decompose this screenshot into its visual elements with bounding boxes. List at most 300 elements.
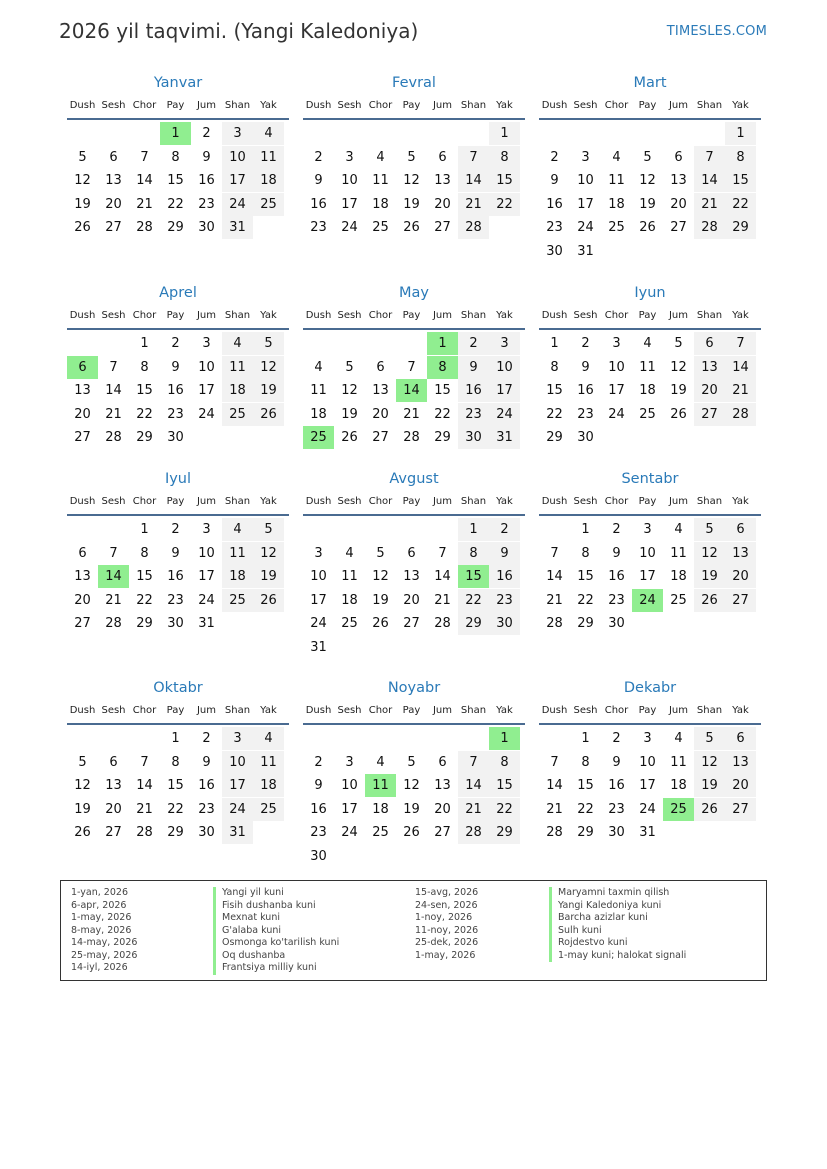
weekday-label: Yak bbox=[496, 310, 513, 321]
empty-cell bbox=[222, 612, 253, 635]
day-cell: 9 bbox=[314, 778, 323, 793]
day-cell: 20 bbox=[372, 406, 389, 422]
day-cell: 22 bbox=[136, 406, 153, 422]
empty-cell bbox=[191, 426, 222, 449]
day-cell: 23 bbox=[608, 801, 625, 817]
day-cell: 5 bbox=[376, 545, 385, 561]
empty-cell bbox=[67, 332, 98, 355]
holiday-day-cell: 24 bbox=[632, 589, 663, 612]
weekend-day-cell: 13 bbox=[725, 751, 756, 774]
day-cell: 19 bbox=[341, 406, 358, 422]
day-cell: 12 bbox=[670, 359, 687, 375]
weekday-label: Sesh bbox=[337, 310, 362, 321]
day-cell: 7 bbox=[109, 545, 118, 561]
day-cell: 29 bbox=[136, 430, 153, 445]
weekend-day-cell: 4 bbox=[222, 518, 253, 541]
weekend-day-cell: 20 bbox=[694, 379, 725, 402]
week-row bbox=[303, 518, 525, 542]
weekend-day-cell: 12 bbox=[694, 542, 725, 565]
day-cell: 6 bbox=[109, 149, 118, 165]
weekend-day-cell: 23 bbox=[458, 403, 489, 426]
week-row bbox=[539, 403, 761, 427]
day-cell: 28 bbox=[105, 616, 122, 631]
weekend-day-cell: 6 bbox=[694, 332, 725, 355]
weekday-label: Jum bbox=[668, 100, 689, 111]
weekend-day-cell: 7 bbox=[725, 332, 756, 355]
empty-cell bbox=[396, 845, 427, 868]
weekend-day-cell: 4 bbox=[222, 332, 253, 355]
weekday-label: Shan bbox=[460, 496, 487, 507]
day-cell: 18 bbox=[670, 778, 687, 793]
day-cell: 12 bbox=[341, 383, 358, 398]
day-cell: 6 bbox=[376, 359, 385, 375]
day-cell: 17 bbox=[198, 383, 215, 398]
weekend-day-cell: 8 bbox=[458, 542, 489, 565]
day-cell: 23 bbox=[198, 196, 215, 212]
day-cell: 18 bbox=[372, 196, 389, 212]
week-row bbox=[539, 798, 761, 822]
day-cell: 10 bbox=[577, 173, 594, 188]
day-cell: 9 bbox=[612, 754, 621, 770]
weekday-label: Pay bbox=[402, 100, 421, 111]
week-row bbox=[303, 774, 525, 798]
day-cell: 30 bbox=[546, 243, 563, 259]
month-title: Dekabr bbox=[623, 680, 677, 696]
day-cell: 12 bbox=[639, 173, 656, 188]
week-row bbox=[303, 589, 525, 613]
day-cell: 8 bbox=[140, 359, 149, 375]
empty-cell bbox=[396, 727, 427, 750]
day-cell: 19 bbox=[403, 196, 420, 212]
day-cell: 23 bbox=[198, 801, 215, 817]
weekend-day-cell: 16 bbox=[458, 379, 489, 402]
weekday-label: Dush bbox=[541, 705, 568, 716]
empty-cell bbox=[98, 518, 129, 541]
day-cell: 10 bbox=[198, 545, 215, 561]
day-cell: 4 bbox=[345, 545, 354, 561]
day-cell: 2 bbox=[612, 522, 621, 537]
day-cell: 19 bbox=[403, 801, 420, 817]
weekday-label: Pay bbox=[166, 496, 185, 507]
holiday-day-cell: 11 bbox=[365, 774, 396, 797]
weekend-day-cell: 26 bbox=[694, 589, 725, 612]
day-cell: 3 bbox=[314, 545, 323, 561]
day-cell: 1 bbox=[581, 522, 590, 537]
day-cell: 1 bbox=[171, 731, 180, 746]
weekday-label: Chor bbox=[132, 705, 157, 716]
day-cell: 4 bbox=[612, 149, 621, 165]
weekend-day-cell: 3 bbox=[489, 332, 520, 355]
weekday-label: Shan bbox=[224, 100, 251, 111]
weekend-day-cell: 30 bbox=[458, 426, 489, 449]
day-cell: 3 bbox=[643, 731, 652, 746]
day-cell: 26 bbox=[74, 220, 91, 235]
day-cell: 14 bbox=[136, 173, 153, 188]
weekend-day-cell: 21 bbox=[458, 193, 489, 216]
day-cell: 26 bbox=[74, 825, 91, 840]
weekday-label: Jum bbox=[196, 705, 217, 716]
day-cell: 16 bbox=[198, 778, 215, 793]
day-cell: 30 bbox=[577, 430, 594, 445]
empty-cell bbox=[365, 122, 396, 145]
day-cell: 14 bbox=[546, 569, 563, 584]
weekend-day-cell: 8 bbox=[489, 146, 520, 169]
empty-cell bbox=[334, 122, 365, 145]
day-cell: 16 bbox=[546, 196, 563, 212]
weekday-label: Yak bbox=[732, 705, 749, 716]
week-row bbox=[67, 798, 289, 822]
weekday-label: Yak bbox=[260, 310, 277, 321]
weekend-day-cell: 31 bbox=[222, 821, 253, 844]
legend-dates-1 bbox=[71, 887, 137, 975]
day-cell: 5 bbox=[78, 149, 87, 165]
weekend-day-cell: 2 bbox=[458, 332, 489, 355]
empty-cell bbox=[458, 845, 489, 868]
weekend-day-cell: 12 bbox=[253, 356, 284, 379]
day-cell: 22 bbox=[167, 801, 184, 817]
day-cell: 3 bbox=[345, 149, 354, 165]
week-row bbox=[539, 122, 761, 146]
weekday-label: Sesh bbox=[337, 705, 362, 716]
weekend-day-cell: 19 bbox=[253, 379, 284, 402]
day-cell: 29 bbox=[136, 616, 153, 631]
week-row bbox=[67, 403, 289, 427]
day-cell: 23 bbox=[167, 406, 184, 422]
weekend-day-cell: 10 bbox=[222, 146, 253, 169]
month-mart bbox=[539, 72, 761, 263]
day-cell: 8 bbox=[581, 754, 590, 770]
day-cell: 4 bbox=[674, 731, 683, 746]
weekday-label: Sesh bbox=[573, 100, 598, 111]
empty-cell bbox=[334, 727, 365, 750]
day-cell: 15 bbox=[577, 569, 594, 584]
day-cell: 10 bbox=[639, 545, 656, 561]
day-cell: 10 bbox=[639, 754, 656, 770]
empty-cell bbox=[663, 821, 694, 844]
day-cell: 23 bbox=[310, 825, 327, 840]
day-cell: 15 bbox=[136, 383, 153, 398]
day-cell: 18 bbox=[608, 196, 625, 212]
day-cell: 20 bbox=[74, 406, 91, 422]
weekday-label: Dush bbox=[305, 496, 332, 507]
day-cell: 26 bbox=[372, 616, 389, 631]
day-cell: 2 bbox=[314, 754, 323, 770]
legend-holiday: Osmonga ko'tarilish kuni bbox=[213, 937, 339, 950]
week-row bbox=[67, 821, 289, 845]
day-cell: 2 bbox=[202, 731, 211, 746]
week-row bbox=[303, 169, 525, 193]
day-cell: 21 bbox=[403, 406, 420, 422]
day-cell: 9 bbox=[612, 545, 621, 561]
month-iyul bbox=[67, 468, 289, 636]
empty-cell bbox=[303, 727, 334, 750]
weekend-day-cell: 19 bbox=[253, 565, 284, 588]
month-avgust bbox=[303, 468, 525, 659]
empty-cell bbox=[725, 426, 756, 449]
empty-cell bbox=[396, 518, 427, 541]
empty-cell bbox=[253, 426, 284, 449]
day-cell: 29 bbox=[577, 825, 594, 840]
day-cell: 5 bbox=[643, 149, 652, 165]
weekday-label: Shan bbox=[460, 100, 487, 111]
empty-cell bbox=[601, 426, 632, 449]
weekday-label: Pay bbox=[402, 705, 421, 716]
day-cell: 15 bbox=[546, 383, 563, 398]
legend-names-2 bbox=[549, 887, 686, 962]
day-cell: 18 bbox=[341, 592, 358, 608]
day-cell: 23 bbox=[608, 592, 625, 608]
weekday-label: Sesh bbox=[573, 496, 598, 507]
day-cell: 25 bbox=[639, 406, 656, 422]
weekday-header bbox=[67, 490, 289, 516]
day-cell: 27 bbox=[372, 430, 389, 445]
empty-cell bbox=[427, 636, 458, 659]
legend-holiday: G'alaba kuni bbox=[213, 925, 339, 938]
day-cell: 28 bbox=[403, 430, 420, 445]
week-row bbox=[303, 216, 525, 240]
day-cell: 20 bbox=[403, 592, 420, 608]
day-cell: 13 bbox=[105, 778, 122, 793]
weekday-label: Sesh bbox=[337, 496, 362, 507]
day-cell: 30 bbox=[198, 220, 215, 235]
week-row bbox=[303, 798, 525, 822]
weekday-header bbox=[67, 699, 289, 725]
legend-date: 11-noy, 2026 bbox=[415, 924, 479, 936]
day-cell: 17 bbox=[608, 383, 625, 398]
day-cell: 15 bbox=[434, 383, 451, 398]
weekend-day-cell: 5 bbox=[694, 727, 725, 750]
empty-cell bbox=[632, 122, 663, 145]
empty-cell bbox=[303, 518, 334, 541]
site-link[interactable]: TIMESLES.COM bbox=[666, 24, 767, 39]
month-title: Iyun bbox=[634, 285, 666, 301]
weekend-day-cell: 1 bbox=[489, 122, 520, 145]
weekend-day-cell: 8 bbox=[725, 146, 756, 169]
weekend-day-cell: 10 bbox=[489, 356, 520, 379]
day-cell: 28 bbox=[105, 430, 122, 445]
weekend-day-cell: 28 bbox=[458, 821, 489, 844]
weekend-day-cell: 27 bbox=[725, 589, 756, 612]
weekend-day-cell: 25 bbox=[253, 798, 284, 821]
month-title: Noyabr bbox=[387, 680, 441, 696]
day-cell: 12 bbox=[74, 173, 91, 188]
legend-date: 8-may, 2026 bbox=[71, 924, 132, 936]
weekend-day-cell: 4 bbox=[253, 727, 284, 750]
weekday-label: Jum bbox=[196, 310, 217, 321]
legend-holiday: Barcha azizlar kuni bbox=[549, 912, 686, 925]
week-row bbox=[539, 774, 761, 798]
day-cell: 16 bbox=[310, 196, 327, 212]
day-cell: 3 bbox=[202, 336, 211, 351]
empty-cell bbox=[365, 518, 396, 541]
legend-date: 1-may, 2026 bbox=[71, 912, 132, 923]
day-cell: 17 bbox=[639, 778, 656, 793]
weekday-label: Chor bbox=[368, 705, 393, 716]
day-cell: 27 bbox=[105, 220, 122, 235]
week-row bbox=[303, 751, 525, 775]
weekday-label: Chor bbox=[368, 100, 393, 111]
legend-date: 24-sen, 2026 bbox=[415, 899, 478, 911]
day-cell: 5 bbox=[345, 359, 354, 375]
day-cell: 20 bbox=[434, 196, 451, 212]
empty-cell bbox=[253, 216, 284, 239]
weekend-day-cell: 15 bbox=[489, 169, 520, 192]
week-row bbox=[539, 193, 761, 217]
empty-cell bbox=[489, 636, 520, 659]
day-cell: 31 bbox=[198, 616, 215, 631]
empty-cell bbox=[365, 332, 396, 355]
day-cell: 9 bbox=[314, 173, 323, 188]
weekend-day-cell: 22 bbox=[489, 193, 520, 216]
empty-cell bbox=[67, 122, 98, 145]
day-cell: 24 bbox=[198, 592, 215, 608]
day-cell: 2 bbox=[171, 522, 180, 537]
weekday-label: Dush bbox=[69, 310, 96, 321]
day-cell: 7 bbox=[550, 545, 559, 561]
day-cell: 1 bbox=[140, 522, 149, 537]
week-row bbox=[539, 379, 761, 403]
day-cell: 7 bbox=[550, 754, 559, 770]
weekday-label: Chor bbox=[132, 310, 157, 321]
empty-cell bbox=[570, 122, 601, 145]
weekday-label: Pay bbox=[166, 100, 185, 111]
month-sentabr bbox=[539, 468, 761, 636]
day-cell: 30 bbox=[310, 848, 327, 864]
weekday-label: Dush bbox=[69, 705, 96, 716]
legend-holiday: Fisih dushanba kuni bbox=[213, 900, 339, 913]
week-row bbox=[303, 845, 525, 869]
weekend-day-cell: 11 bbox=[222, 356, 253, 379]
day-cell: 29 bbox=[167, 825, 184, 840]
empty-cell bbox=[725, 821, 756, 844]
empty-cell bbox=[539, 518, 570, 541]
day-cell: 4 bbox=[376, 754, 385, 770]
day-cell: 8 bbox=[550, 359, 559, 375]
day-cell: 22 bbox=[167, 196, 184, 212]
weekend-day-cell: 2 bbox=[489, 518, 520, 541]
day-cell: 17 bbox=[577, 196, 594, 212]
empty-cell bbox=[632, 240, 663, 263]
empty-cell bbox=[694, 426, 725, 449]
week-row bbox=[67, 727, 289, 751]
legend-holiday: Yangi Kaledoniya kuni bbox=[549, 900, 686, 913]
weekend-day-cell: 7 bbox=[458, 751, 489, 774]
weekend-day-cell: 5 bbox=[253, 332, 284, 355]
day-cell: 7 bbox=[140, 149, 149, 165]
legend-date: 1-noy, 2026 bbox=[415, 912, 473, 923]
day-cell: 3 bbox=[612, 336, 621, 351]
empty-cell bbox=[725, 612, 756, 635]
empty-cell bbox=[427, 122, 458, 145]
day-cell: 21 bbox=[546, 801, 563, 817]
weekend-day-cell: 1 bbox=[725, 122, 756, 145]
weekend-day-cell: 30 bbox=[489, 612, 520, 635]
weekend-day-cell: 22 bbox=[458, 589, 489, 612]
weekday-label: Sesh bbox=[573, 705, 598, 716]
weekend-day-cell: 7 bbox=[458, 146, 489, 169]
day-cell: 28 bbox=[546, 825, 563, 840]
empty-cell bbox=[396, 636, 427, 659]
weekday-label: Chor bbox=[604, 496, 629, 507]
day-cell: 15 bbox=[167, 173, 184, 188]
day-cell: 7 bbox=[438, 545, 447, 561]
day-cell: 21 bbox=[105, 592, 122, 608]
day-cell: 7 bbox=[109, 359, 118, 375]
legend-holiday: Yangi yil kuni bbox=[213, 887, 339, 900]
weekend-day-cell: 12 bbox=[253, 542, 284, 565]
day-cell: 20 bbox=[670, 196, 687, 212]
day-cell: 5 bbox=[407, 149, 416, 165]
week-row bbox=[539, 240, 761, 264]
weekend-day-cell: 31 bbox=[222, 216, 253, 239]
weekend-day-cell: 5 bbox=[253, 518, 284, 541]
legend-holiday: Mexnat kuni bbox=[213, 912, 339, 925]
legend-holiday: Sulh kuni bbox=[549, 925, 686, 938]
day-cell: 13 bbox=[74, 569, 91, 584]
day-cell: 19 bbox=[372, 592, 389, 608]
day-cell: 6 bbox=[438, 149, 447, 165]
weekday-header bbox=[303, 699, 525, 725]
day-cell: 16 bbox=[167, 569, 184, 584]
day-cell: 17 bbox=[639, 569, 656, 584]
weekday-label: Yak bbox=[260, 496, 277, 507]
week-row bbox=[303, 612, 525, 636]
weekday-label: Shan bbox=[696, 310, 723, 321]
weekday-label: Shan bbox=[460, 310, 487, 321]
day-cell: 15 bbox=[136, 569, 153, 584]
day-cell: 2 bbox=[550, 149, 559, 165]
week-row bbox=[539, 426, 761, 450]
month-title: Mart bbox=[633, 75, 667, 91]
weekend-day-cell: 29 bbox=[725, 216, 756, 239]
day-cell: 18 bbox=[372, 801, 389, 817]
weekend-day-cell: 17 bbox=[222, 169, 253, 192]
day-cell: 13 bbox=[74, 383, 91, 398]
day-cell: 12 bbox=[403, 173, 420, 188]
weekend-day-cell: 23 bbox=[489, 589, 520, 612]
day-cell: 22 bbox=[546, 406, 563, 422]
day-cell: 24 bbox=[341, 825, 358, 840]
weekday-label: Sesh bbox=[101, 496, 126, 507]
day-cell: 18 bbox=[310, 406, 327, 422]
day-cell: 12 bbox=[372, 569, 389, 584]
weekday-header bbox=[539, 490, 761, 516]
week-row bbox=[303, 193, 525, 217]
week-row bbox=[539, 216, 761, 240]
week-row bbox=[67, 426, 289, 450]
legend-date: 14-iyl, 2026 bbox=[71, 962, 128, 973]
weekend-day-cell: 13 bbox=[725, 542, 756, 565]
holiday-day-cell: 15 bbox=[458, 565, 489, 588]
empty-cell bbox=[539, 727, 570, 750]
weekend-day-cell: 19 bbox=[694, 565, 725, 588]
weekend-day-cell: 3 bbox=[222, 122, 253, 145]
weekday-label: Pay bbox=[402, 496, 421, 507]
day-cell: 11 bbox=[372, 173, 389, 188]
day-cell: 16 bbox=[310, 801, 327, 817]
day-cell: 11 bbox=[639, 359, 656, 375]
weekday-label: Dush bbox=[541, 310, 568, 321]
week-row bbox=[539, 612, 761, 636]
legend-date: 14-may, 2026 bbox=[71, 937, 138, 948]
weekday-label: Dush bbox=[305, 705, 332, 716]
day-cell: 4 bbox=[376, 149, 385, 165]
day-cell: 9 bbox=[171, 545, 180, 561]
month-fevral bbox=[303, 72, 525, 240]
weekday-label: Sesh bbox=[101, 705, 126, 716]
legend-names-1 bbox=[213, 887, 339, 975]
weekend-day-cell: 26 bbox=[253, 403, 284, 426]
